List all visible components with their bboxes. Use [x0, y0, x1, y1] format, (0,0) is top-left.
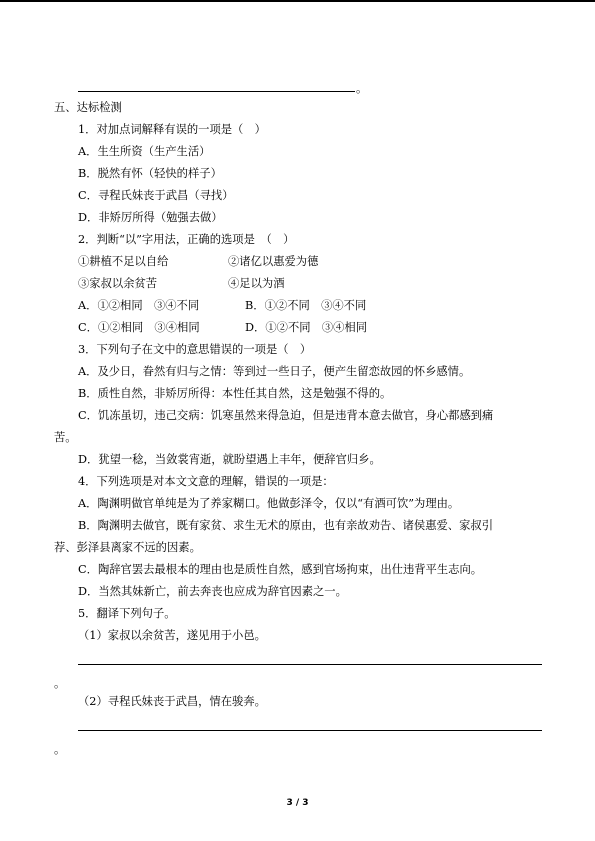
page-top-border	[0, 0, 595, 2]
q1-stem: 1．对加点词解释有误的一项是（ ）	[78, 123, 266, 136]
q4-option-a: A．陶渊明做官单纯是为了养家糊口。他做彭泽令，仅以“有酒可饮”为理由。	[78, 497, 460, 510]
q1-option-c: C．寻程氏妹丧于武昌（寻找）	[78, 189, 234, 202]
q5-sentence-2: （2）寻程氏妹丧于武昌，情在骏奔。	[78, 695, 266, 708]
q5-answer-period-2: 。	[54, 743, 66, 756]
q5-stem: 5．翻译下列句子。	[78, 607, 176, 620]
q2-item-4: ④足以为酒	[228, 277, 285, 290]
q4-option-c: C．陶辞官罢去最根本的理由也是质性自然，感到官场拘束，出仕违背平生志向。	[78, 563, 483, 576]
q2-option-d: D．①②不同 ③④相同	[245, 321, 368, 334]
q2-items-row2	[78, 277, 498, 291]
page-number: 3 / 3	[286, 798, 309, 808]
answer-line	[78, 91, 355, 92]
q5-sentence-1: （1）家叔以余贫苦，遂见用于小邑。	[78, 629, 266, 642]
q4-option-b: B．陶渊明去做官，既有家贫、求生无术的原由，也有亲故劝告、诸侯惠爱、家叔引	[78, 519, 493, 532]
q3-stem: 3．下列句子在文中的意思错误的一项是（ ）	[78, 343, 312, 356]
q2-stem: 2．判断“以”字用法，正确的选项是 （ ）	[78, 233, 295, 246]
q5-answer-period-1: 。	[54, 677, 66, 690]
q2-item-1: ①耕植不足以自给	[78, 255, 169, 268]
q3-option-b: B．质性自然，非矫厉所得：本性任其自然，这是勉强不得的。	[78, 387, 392, 400]
q2-option-b: B．①②不同 ③④不同	[245, 299, 367, 312]
q2-options-row1	[78, 299, 498, 313]
q2-option-c: C．①②相同 ③④相同	[78, 321, 200, 334]
q4-option-d: D．当然其妹新亡，前去奔丧也应成为辞官因素之一。	[78, 585, 347, 598]
q4-option-b-continued: 荐、彭泽县离家不远的因素。	[54, 541, 201, 554]
q2-option-a: A．①②相同 ③④不同	[78, 299, 200, 312]
q1-option-b: B．脱然有怀（轻快的样子）	[78, 167, 222, 180]
q4-stem: 4．下列选项是对本文文意的理解，错误的一项是：	[78, 475, 334, 488]
q2-item-3: ③家叔以余贫苦	[78, 277, 158, 290]
q2-items-row1	[78, 255, 498, 269]
q3-option-c-continued: 苦。	[54, 431, 77, 444]
q5-answer-line-2	[78, 730, 542, 731]
q5-answer-line-1	[78, 664, 542, 665]
q3-option-c: C．饥冻虽切，违己交病：饥寒虽然来得急迫，但是违背本意去做官，身心都感到痛	[78, 409, 494, 422]
q3-option-a: A．及少日，眷然有归与之情：等到过一些日子，便产生留恋故园的怀乡感情。	[78, 365, 471, 378]
q2-item-2: ②诸亿以惠爱为德	[228, 255, 319, 268]
section-title: 五、达标检测	[54, 101, 122, 114]
answer-line-period: 。	[356, 82, 368, 95]
q3-option-d: D．犹望一稔，当敛裳宵逝，就盼望遇上丰年，便辞官归乡。	[78, 453, 381, 466]
q2-options-row2	[78, 321, 498, 335]
q1-option-a: A．生生所资（生产生活）	[78, 145, 211, 158]
q1-option-d: D．非矫厉所得（勉强去做）	[78, 211, 223, 224]
